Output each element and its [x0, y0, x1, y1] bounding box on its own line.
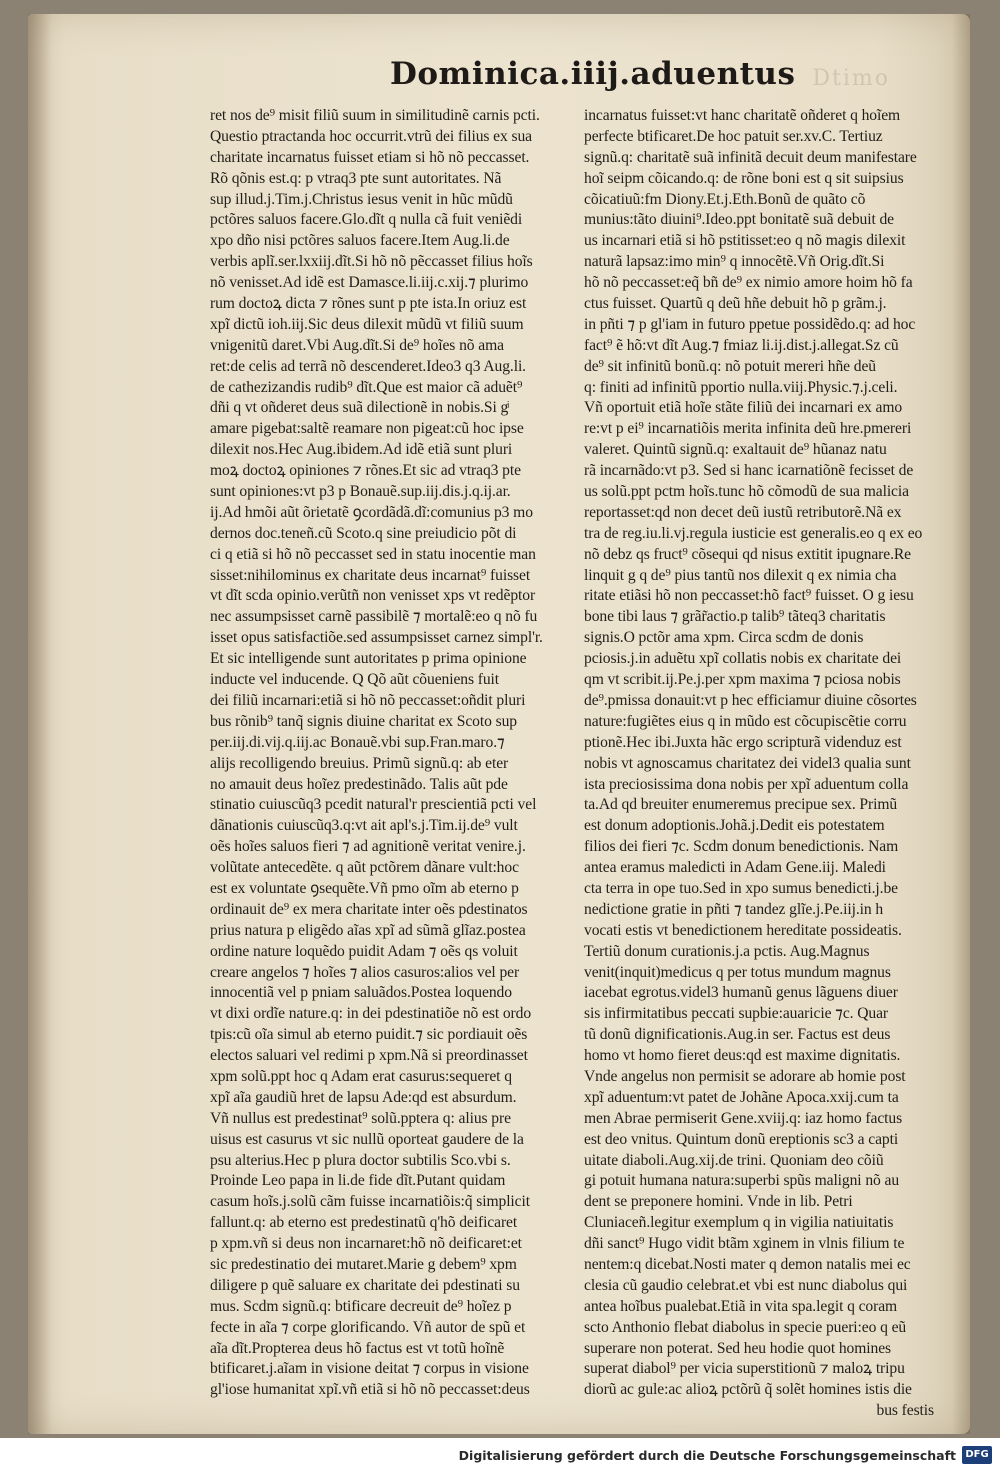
page-edge-shadow: [952, 14, 970, 1434]
text-line: ritate etiãsi hõ non peccasset:hõ fact⁹ fuisset. O g iesu: [584, 587, 914, 605]
page-gutter-shadow: [28, 14, 52, 1434]
text-line: homo vt homo fieret deus:qd est maxime dignitatis.: [584, 1047, 901, 1065]
text-line: Vñ nullus est predestinat⁹ solũ.pptera q: alius pre: [210, 1109, 511, 1127]
text-line: re:vt p ei⁹ incarnatiõis merita infinita deũ hre.pmereri: [584, 420, 912, 438]
text-line: est deo vnitus. Quintum donũ ereptionis sc3 a capti: [584, 1130, 899, 1148]
text-line: dilexit nos.Hec Aug.ibidem.Ad idẽ etiã sunt pluri: [210, 441, 513, 459]
text-line: hoĩ seipm cõicando.q: de rõne boni est q sit suipsius: [584, 169, 904, 187]
text-line: p xpm.vñ si deus non incarnaret:hõ nõ deificaret:et: [210, 1235, 522, 1253]
text-line: ctus fuisset. Quartũ q deũ hñe debuit hõ p grãm.j.: [584, 295, 887, 313]
text-line: amare pigebat:saltẽ reamare non pigeat:cũ hoc ipse: [210, 420, 524, 438]
dfg-logo-icon: DFG: [962, 1446, 992, 1464]
text-line: est donum adoptionis.Johã.j.Dedit eis potestatem: [584, 817, 885, 835]
text-line: per.iij.di.vij.q.iij.ac Bonauẽ.vbi sup.Fran.maro.⁊: [210, 733, 505, 751]
text-line: casum hoĩs.j.solũ cãm fuisse incarnatiõis:q̃ simplicit: [210, 1193, 530, 1211]
text-line: ta.Ad qd breuiter enumeremus precipue sex. Primũ: [584, 796, 898, 814]
text-line: Et sic intelligende sunt autoritates p prima opinione: [210, 650, 527, 668]
text-line: munius:tãto diuini⁹.Ideo.ppt bonitatẽ suã debuit de: [584, 211, 894, 229]
footer-credit: Digitalisierung gefördert durch die Deutsche Forschungsgemeinschaft: [458, 1448, 956, 1463]
text-line: vocati estis vt benedictionem hereditate possideatis.: [584, 921, 902, 939]
text-line: nentem:q dicebat.Nosti mater q demon natalis mei ec: [584, 1255, 911, 1273]
text-line: sis infirmitatibus peccati supbie:auaricie ⁊c. Quar: [584, 1005, 889, 1023]
text-line: sisset:nihilominus ex charitate deus incarnat⁹ fuisset: [210, 566, 531, 584]
text-line: rã incarnãdo:vt p3. Sed si hanc icarnatiõnẽ fecisset de: [584, 462, 914, 480]
text-line: de⁹.pmissa donauit:vt p hec efficiamur diuine cõsortes: [584, 691, 917, 709]
text-line: tũ donũ dignificationis.Aug.in ser. Factus est deus: [584, 1026, 891, 1044]
text-line: reportasset:qd non decet deũ iustũ retributorẽ.Nã ex: [584, 503, 902, 521]
text-column-left: [210, 106, 572, 1401]
text-line: oẽs hoĩes saluos fieri ⁊ ad agnitionẽ veritat venire.j.: [210, 838, 526, 856]
text-column-right: [584, 106, 950, 1422]
text-line: isset opus satisfactiõe.sed assumpsisset carnez simpl'r.: [210, 629, 543, 647]
text-line: est ex voluntate ꝯsequẽte.Vñ pmo oĩm ab eterno p: [210, 879, 519, 897]
text-line: nec assumpsisset carnẽ passibilẽ ⁊ mortalẽ:eo q nõ fu: [210, 608, 538, 626]
text-line: xpm solũ.ppt hoc q Adam erat casurus:sequeret q: [210, 1067, 512, 1085]
text-line: nobis vt agnoscamus charitatez dei videl3 qualia sunt: [584, 754, 911, 772]
text-line: hõ nõ peccasset:eq̃ bñ de⁹ ex nimio amore hoim hõ fa: [584, 274, 913, 292]
text-line: iacebat egrotus.videl3 humanũ genus lãguens diuer: [584, 984, 898, 1002]
text-line: charitate incarnatus fuisset etiam si hõ nõ peccasset.: [210, 148, 530, 166]
text-line: xpĩ aduentum:vt patet de Johãne Apoca.xxij.cum ta: [584, 1088, 899, 1106]
text-line: signũ.q: charitatẽ suã infinitã decuit deum manifestare: [584, 148, 917, 166]
footer-bar: [0, 1438, 1000, 1474]
text-line: btificaret.j.aĩam in visione deitat ⁊ corpus in visione: [210, 1360, 529, 1378]
text-line: bus rõnib⁹ tanq̃ signis diuine charitat ex Scoto sup: [210, 712, 517, 730]
text-line: dñi q vt oñderet deus suã dilectionẽ in nobis.Si gͥ: [210, 399, 509, 417]
text-line: creare angelos ⁊ hoĩes ⁊ alios casuros:alios vel per: [210, 963, 520, 981]
text-line: dñi sanct⁹ Hugo vidit btãm xginem in vlnis filium te: [584, 1235, 905, 1253]
text-line: no amauit deus hoĩez predestinãdo. Talis aũt pde: [210, 775, 508, 793]
text-line: aĩa dĩt.Propterea deus hõ factus est vt totũ hoĩnẽ: [210, 1339, 505, 1357]
text-line: diligere p quẽ saluare ex charitate dei pdestinati su: [210, 1276, 520, 1294]
text-line: gl'iose humanitat xpĩ.vñ etiã si hõ nõ peccasset:deus: [210, 1381, 530, 1399]
text-line: Vñ oportuit etiã hoĩe stãte filiũ dei incarnari ex amo: [584, 399, 903, 417]
text-line: alijs recolligendo breuius. Primũ signũ.q: ab eter: [210, 754, 509, 772]
text-line: xpo dño nisi pctõres saluos facere.Item Aug.li.de: [210, 232, 510, 250]
text-line: ret nos de⁹ misit filiũ suum in similitudinẽ carnis pcti.: [210, 107, 540, 124]
text-line: nedictione gratie in pñti ⁊ tandez glĩe.j.Pe.iij.in h: [584, 900, 884, 918]
text-line: nõ venisset.Ad idẽ est Damasce.li.iij.c.xij.⁊ plurimo: [210, 274, 529, 292]
text-line: mus. Scdm signũ.q: btificare decreuit de⁹ hoĩez p: [210, 1297, 512, 1315]
text-line: xpĩ aĩa gaudiũ hret de lapsu Ade:qd est absurdum.: [210, 1088, 517, 1106]
text-line: bone tibi laus ⁊ grãr̃actio.p talib⁹ tãteq3 charitatis: [584, 608, 886, 626]
text-line: in pñti ⁊ p gl'iam in futuro ppetue possidẽdo.q: ad hoc: [584, 315, 916, 333]
text-line: signis.O pctõr ama xpm. Circa scdm de donis: [584, 629, 864, 647]
text-line: antea hoĩbus pualebat.Etiã in vita spa.legit q coram: [584, 1297, 898, 1315]
running-title: Dominica.iiij.aduentus: [390, 56, 796, 92]
text-line: xpĩ dictũ ioh.iij.Sic deus dilexit mũdũ vt filiũ suum: [210, 315, 524, 333]
text-line: fecte in aĩa ⁊ corpe glorificando. Vñ autor de spũ et: [210, 1318, 526, 1336]
text-line: qm vt scribit.ij.Pe.j.per xpm maxima ⁊ pciosa nobis: [584, 671, 901, 689]
text-line: q: finiti ad infinitũ pportio nulla.viij.Physic.⁊.j.celi.: [584, 378, 898, 396]
text-line: psu alterius.Hec p plura doctor subtilis Sco.vbi s.: [210, 1151, 511, 1169]
text-line: gi potuit humana natura:superbi spũs maligni nõ au: [584, 1172, 900, 1190]
text-line: Questio ptractanda hoc occurrit.vtrũ dei filius ex sua: [210, 127, 532, 145]
text-line: uitate diaboli.Aug.xij.de trini. Quoniam deo cõiũ: [584, 1151, 884, 1169]
text-line: pciosis.j.in aduẽtu xpĩ collatis nobis ex charitate dei: [584, 650, 902, 668]
text-line: innocentiã vel p pniam saluãdos.Postea loquendo: [210, 984, 512, 1002]
text-line: us incarnari etiã si hõ pstitisset:eo q nõ magis dilexit: [584, 232, 906, 250]
text-line: inducte vel inducende. Q Qõ aũt cõueniens fuit: [210, 671, 499, 689]
text-line: naturã lapsaz:imo min⁹ q innocẽtẽ.Vñ Orig.dĩt.Si: [584, 253, 885, 271]
text-line: clesia cũ gaudio celebrat.et vbi est nunc diabolus qui: [584, 1276, 908, 1294]
text-line: cta terra in ope tuo.Sed in xpo sumus benedicti.j.be: [584, 879, 898, 897]
text-line: superat diabol⁹ per vicia superstitionũ ⁊ maloꝝ tripu: [584, 1360, 905, 1378]
text-line: sic predestinatio dei mutaret.Marie g debem⁹ xpm: [210, 1255, 517, 1273]
text-line: nature:fugiẽtes eius q in mũdo est cõcupiscẽtie corru: [584, 712, 907, 730]
text-line: tpis:cũ oĩa simul ab eterno puidit.⁊ sic pordiauit oẽs: [210, 1026, 528, 1044]
text-line: incarnatus fuisset:vt hanc charitatẽ oñderet q hoĩem: [584, 107, 901, 124]
text-line: uisus est casurus vt sic nullũ oporteat gaudere de la: [210, 1130, 524, 1148]
text-line: electos saluari vel redimi p xpm.Nã si preordinasset: [210, 1047, 528, 1065]
text-line: fact⁹ ẽ hõ:vt dĩt Aug.⁊ fmiaz li.ij.dist.j.allegat.Sz cũ: [584, 336, 899, 354]
text-line: fallunt.q: ab eterno est predestinatũ q'hõ deificaret: [210, 1214, 518, 1232]
text-line: dent se preponere homini. Vnde in lib. Petri: [584, 1193, 853, 1211]
text-line: venit(inquit)medicus q per totus mundum magnus: [584, 963, 891, 981]
text-line: filios dei fieri ⁊c. Scdm donum benedictionis. Nam: [584, 838, 899, 856]
text-line: nõ debz qs fruct⁹ cõsequi qd nisus extitit ipugnare.Re: [584, 545, 912, 563]
text-line: stinatio cuiuscũq3 pcedit natural'r prescientiã pcti vel: [210, 796, 537, 814]
text-line: vnigenitũ daret.Vbi Aug.dĩt.Si de⁹ hoĩes nõ ama: [210, 336, 504, 354]
text-line: dernos doc.teneñ.cũ Scoto.q sine preiudicio põt di: [210, 524, 517, 542]
text-line: Cluniaceñ.legitur exemplum q in vigilia natiuitatis: [584, 1214, 894, 1232]
text-line: de cathezizandis rudib⁹ dĩt.Que est maior cã aduẽt⁹: [210, 378, 523, 396]
text-line: pctõres saluos facere.Glo.dĩt q nulla cã fuit veniẽdi: [210, 211, 523, 229]
text-line: Vnde angelus non permisit se adorare ab homie post: [584, 1067, 906, 1085]
text-line: men Abrae permiserit Gene.xviij.q: iaz homo factus: [584, 1109, 903, 1127]
text-line: Rõ qõnis est.q: p vtraq3 pte sunt autoritates. Nã: [210, 169, 502, 187]
text-line: cõicatiuũ:fm Diony.Et.j.Eth.Bonũ de quãto cõ: [584, 190, 866, 208]
text-line: Proinde Leo papa in li.de fide dĩt.Putant quidam: [210, 1172, 506, 1190]
text-line: de⁹ sit infinitũ bonũ.q: nõ potuit mereri hñe deũ: [584, 357, 877, 375]
text-line: ordinauit de⁹ ex mera charitate inter oẽs pdestinatos: [210, 900, 528, 918]
text-line: scto Anthonio flebat diabolus in specie pueri:eo q eũ: [584, 1318, 907, 1336]
text-line: tra de reg.iu.li.vj.regula iusticie est generalis.eo q ex eo: [584, 524, 923, 542]
text-line: volũtate antecedẽte. q aũt pctõrem dãnare vult:hoc: [210, 859, 519, 877]
text-line: ret:de celis ad terrã nõ descenderet.Ideo3 q3 Aug.li.: [210, 357, 526, 375]
show-through-text: Dtimo: [812, 66, 890, 91]
text-line: vt dixi ordĩe nature.q: in dei pdestinatiõe nõ est ordo: [210, 1005, 532, 1023]
text-line: dãnationis cuiuscũq3.q:vt ait apl's.j.Tim.ij.de⁹ vult: [210, 817, 518, 835]
text-line: ista preciosissima dona nobis per xpĩ aduentum colla: [584, 775, 909, 793]
text-line: us solũ.ppt pctm hoĩs.tunc hõ cõmodũ de sua malicia: [584, 483, 909, 501]
text-line: sup illud.j.Tim.j.Christus iesus venit in hũc mũdũ: [210, 190, 513, 208]
text-line: rum doctoꝝ dicta ⁊ rõnes sunt p pte ista.In oriuz est: [210, 295, 527, 313]
text-line: diorũ ac gule:ac alioꝝ pctõrũ q̃ solẽt homines istis die: [584, 1381, 912, 1399]
text-line: superare non poterat. Sed heu hodie quot homines: [584, 1339, 891, 1357]
text-line: dei filiũ incarnari:etiã si hõ nõ peccasset:oñdit pluri: [210, 691, 526, 709]
text-line: sunt opiniones:vt p3 p Bonauẽ.sup.iij.dis.j.q.ij.ar.: [210, 483, 511, 501]
text-line: bus festis: [876, 1402, 934, 1420]
text-line: ordine nature loquẽdo puidit Adam ⁊ oẽs qs voluit: [210, 942, 518, 960]
text-line: perfecte btificaret.De hoc patuit ser.xv.C. Tertiuz: [584, 127, 883, 145]
text-line: vt dĩt scda opinio.verũtñ non venisset xps vt redẽptor: [210, 587, 536, 605]
text-line: valeret. Quintũ signũ.q: exaltauit de⁹ hũanaz natu: [584, 441, 887, 459]
text-line: ci q etiã si hõ nõ peccasset sed in statu inocentie man: [210, 545, 536, 563]
text-line: Tertiũ donum curationis.j.a pctis. Aug.Magnus: [584, 942, 870, 960]
text-line: antea eramus maledicti in Adam Gene.iij. Maledi: [584, 859, 886, 877]
text-line: verbis aplĩ.ser.lxxiij.dĩt.Si hõ nõ pẽccasset filius hoĩs: [210, 253, 533, 271]
text-line: ptionẽ.Hec ibi.Juxta hãc ergo scripturã videnduz est: [584, 733, 902, 751]
text-line: prius natura p eligẽdo aĩas xpĩ ad sũmã glĩaz.postea: [210, 921, 526, 939]
text-line: linquit g q de⁹ pius tantũ nos dilexit q ex nimia cha: [584, 566, 897, 584]
text-line: ij.Ad hmõi aũt õrietatẽ ꝯcordãdã.dĩ:comunius p3 mo: [210, 503, 533, 521]
text-line: moꝝ doctoꝝ opiniones ⁊ rõnes.Et sic ad vtraq3 pte: [210, 462, 521, 480]
